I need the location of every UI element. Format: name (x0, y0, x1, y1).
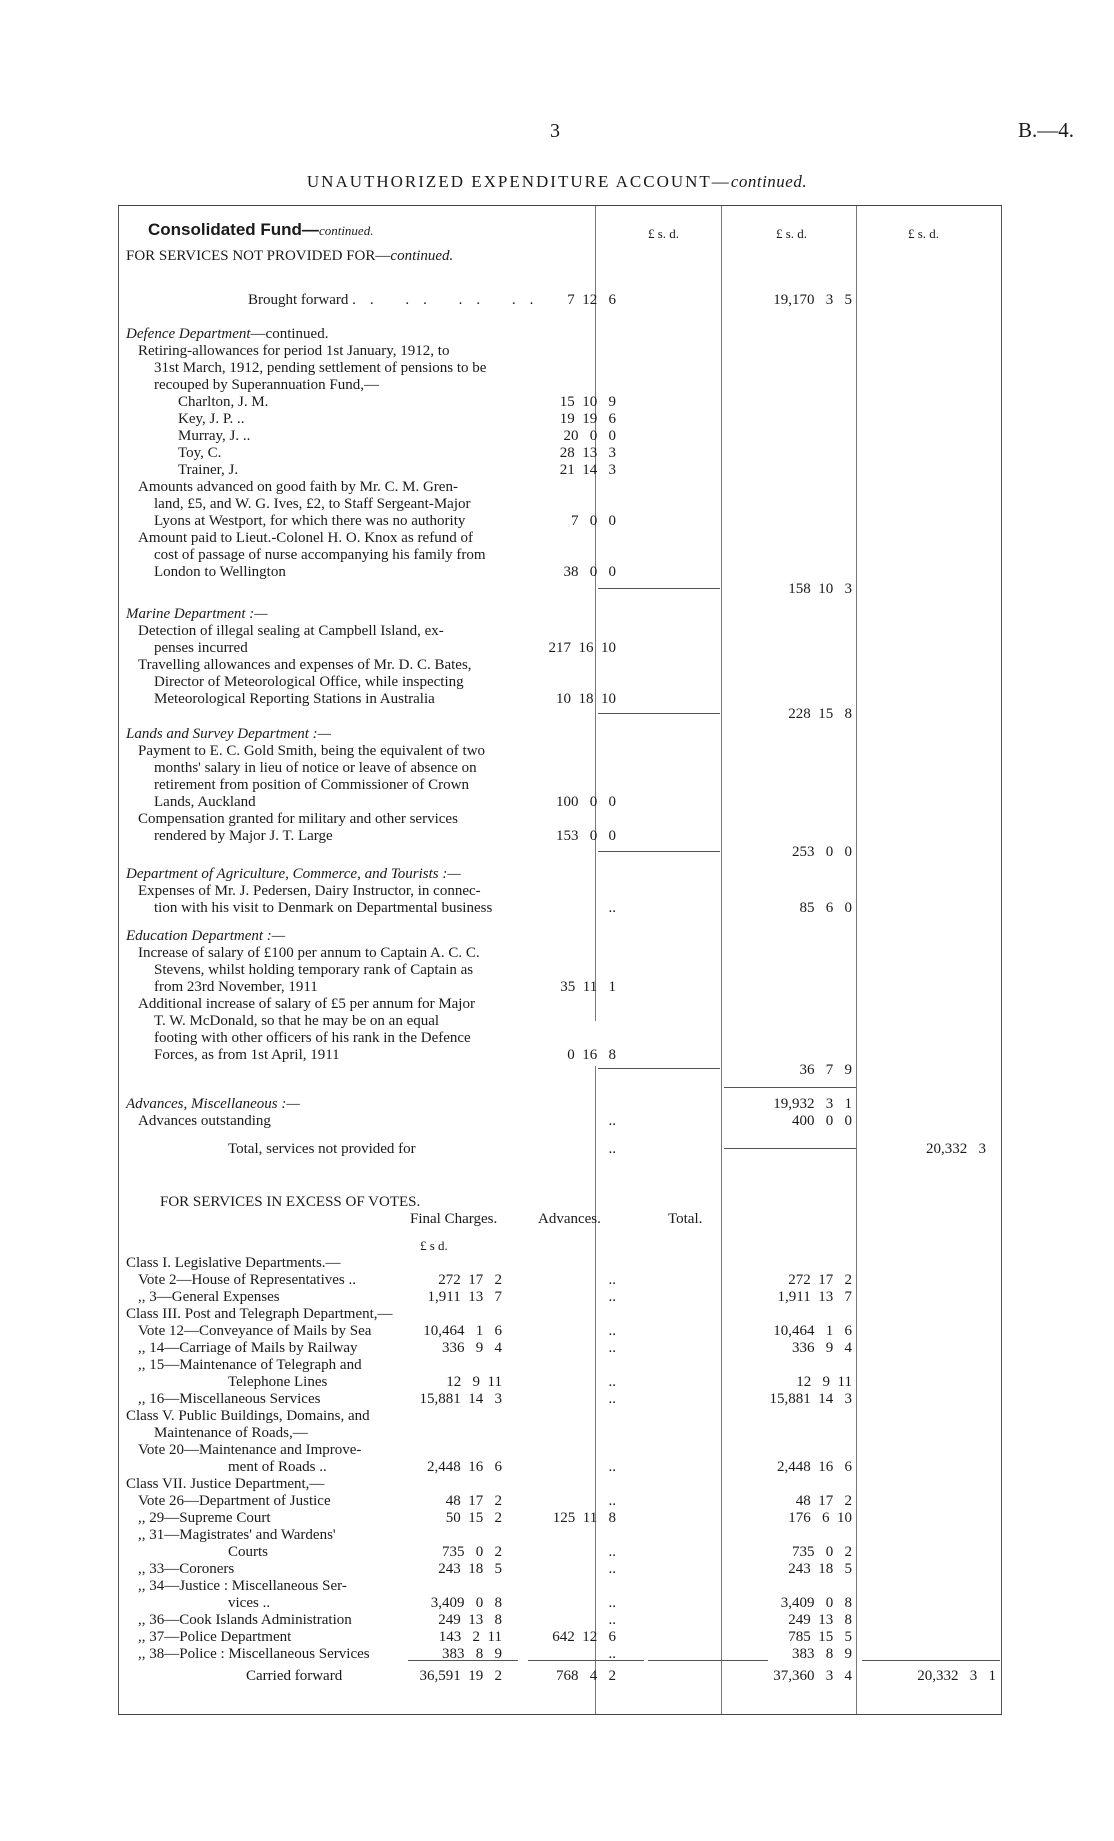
excess-row-adv: .. (608, 1272, 616, 1288)
defence-person-name: Toy, C. (178, 445, 222, 461)
excess-row-fc: 336 9 4 (442, 1340, 502, 1356)
excess-row-tot: 785 15 5 (788, 1629, 852, 1645)
defence-rule (598, 588, 720, 589)
advances-label: Advances outstanding (138, 1113, 271, 1129)
excess-row-fc: 383 8 9 (442, 1646, 502, 1662)
total-rule (724, 1148, 856, 1149)
marine-bates-0: Travelling allowances and expenses of Mr. D. C. Bates, (138, 657, 472, 673)
document-reference: B.—4. (1017, 118, 1074, 142)
excess-row-label: Class III. Post and Telegraph Department,— (126, 1306, 393, 1322)
excess-row-adv: 125 11 8 (552, 1510, 616, 1526)
knox-amount: 38 0 0 (563, 564, 616, 580)
excess-row-label: Class I. Legislative Departments.— (126, 1255, 341, 1271)
grenland-amount: 7 0 0 (571, 513, 616, 529)
col1-lsd-head: £ s. d. (648, 226, 680, 241)
excess-row-adv: .. (608, 1391, 616, 1407)
carried-forward-label: Carried forward (246, 1668, 343, 1684)
account-title-main: UNAUTHORIZED EXPENDITURE ACCOUNT— (306, 172, 731, 191)
defence-title-cont: —continued. (250, 326, 329, 342)
excess-row-label: ,, 36—Cook Islands Administration (138, 1612, 352, 1628)
defence-total: 158 10 3 (788, 581, 852, 597)
excess-row-label: Vote 2—House of Representatives .. (138, 1272, 357, 1288)
excess-row-fc: 15,881 14 3 (419, 1391, 502, 1407)
account-table (118, 205, 1002, 1715)
excess-row-label: Telephone Lines (228, 1374, 328, 1390)
excess-row-tot: 10,464 1 6 (773, 1323, 852, 1339)
education-total: 36 7 9 (799, 1062, 852, 1078)
excess-row-fc: 735 0 2 (442, 1544, 502, 1560)
defence-person-amount: 19 19 6 (559, 411, 616, 427)
excess-row-adv: .. (608, 1340, 616, 1356)
excess-row-tot: 1,911 13 7 (777, 1289, 852, 1305)
excess-row-label: ,, 16—Miscellaneous Services (138, 1391, 321, 1407)
marine-sealing-1: penses incurred (154, 640, 248, 656)
carried-forward-adv: 768 4 2 (556, 1668, 616, 1684)
excess-row-label: ,, 34—Justice : Miscellaneous Ser- (138, 1578, 347, 1594)
excess-row-label: ,, 3—General Expenses (138, 1289, 280, 1305)
brought-forward-text: Brought forward (248, 292, 349, 308)
excess-row-label: ,, 15—Maintenance of Telegraph and (138, 1357, 362, 1373)
excess-row-tot: 176 6 10 (788, 1510, 852, 1526)
table-left-border (118, 206, 119, 1714)
defence-person-amount: 20 0 0 (563, 428, 616, 444)
col2-lsd-head: £ s. d. (776, 226, 808, 241)
not-provided-total-col1: .. (608, 1141, 616, 1157)
excess-row-fc: 249 13 8 (438, 1612, 502, 1628)
excess-row-tot: 2,448 16 6 (777, 1459, 852, 1475)
excess-row-tot: 12 9 11 (796, 1374, 852, 1390)
excess-row-fc: 143 2 11 (438, 1629, 502, 1645)
excess-row-tot: 336 9 4 (792, 1340, 852, 1356)
excess-row-label: ment of Roads .. (228, 1459, 327, 1475)
excess-row-tot: 243 18 5 (788, 1561, 852, 1577)
excess-row-adv: .. (608, 1544, 616, 1560)
excess-row-label: Vote 26—Department of Justice (138, 1493, 331, 1509)
brought-forward-label: Brought forward .. .. .. .. (248, 292, 548, 308)
excess-row-label: Class VII. Justice Department,— (126, 1476, 325, 1492)
not-provided-total-label: Total, services not provided for (228, 1141, 416, 1157)
lands-title: Lands and Survey Department :— (126, 726, 331, 742)
excess-row-tot: 249 13 8 (788, 1612, 852, 1628)
marine-total: 228 15 8 (788, 706, 852, 722)
carried-rule-adv (528, 1660, 644, 1661)
excess-row-tot: 15,881 14 3 (769, 1391, 852, 1407)
marine-bates-amount: 10 18 10 (556, 691, 616, 707)
account-title-cont: continued. (730, 172, 808, 191)
account-title (0, 172, 1114, 192)
agriculture-col1: .. (608, 900, 616, 916)
excess-row-label: Vote 12—Conveyance of Mails by Sea (138, 1323, 372, 1339)
fund-name: Consolidated Fund— (148, 220, 319, 239)
marine-sealing-amount: 217 16 10 (548, 640, 616, 656)
excess-col-total: Total. (668, 1211, 703, 1227)
defence-person-amount: 21 14 3 (559, 462, 616, 478)
excess-heading: FOR SERVICES IN EXCESS OF VOTES. (160, 1194, 421, 1210)
excess-row-adv: .. (608, 1374, 616, 1390)
marine-bates-1: Director of Meteorological Office, while inspecting (154, 674, 464, 690)
defence-person-amount: 28 13 3 (559, 445, 616, 461)
lands-large-0: Compensation granted for military and other services (138, 811, 458, 827)
defence-person-name: Murray, J. .. (178, 428, 251, 444)
advances-col1: .. (608, 1113, 616, 1129)
marine-rule (598, 713, 720, 714)
excess-row-label: ,, 38—Police : Miscellaneous Services (138, 1646, 370, 1662)
lands-total: 253 0 0 (792, 844, 852, 860)
education-stevens-0: Increase of salary of £100 per annum to Captain A. C. C. (138, 945, 480, 961)
education-stevens-2: from 23rd November, 1911 (154, 979, 318, 995)
fund-name-cont: continued. (318, 223, 374, 238)
education-stevens-1: Stevens, whilst holding temporary rank of Captain as (154, 962, 474, 978)
lands-smith-2: retirement from position of Commissioner of Crown (154, 777, 469, 793)
marine-sealing-0: Detection of illegal sealing at Campbell Island, ex- (138, 623, 444, 639)
lands-smith-0: Payment to E. C. Gold Smith, being the equivalent of two (138, 743, 486, 759)
excess-row-tot: 48 17 2 (795, 1493, 852, 1509)
education-mcdonald-3: Forces, as from 1st April, 1911 (154, 1047, 340, 1063)
advances-title: Advances, Miscellaneous :— (126, 1096, 300, 1112)
marine-title: Marine Department :— (126, 606, 268, 622)
grenland-line-1: land, £5, and W. G. Ives, £2, to Staff Sergeant-Major (154, 496, 471, 512)
column-divider-1b (595, 1066, 596, 1714)
grenland-line-2: Lyons at Westport, for which there was no authority (154, 513, 466, 529)
agriculture-line-1: tion with his visit to Denmark on Departmental business (154, 900, 493, 916)
excess-row-fc: 3,409 0 8 (430, 1595, 502, 1611)
knox-line-0: Amount paid to Lieut.-Colonel H. O. Knox as refund of (138, 530, 473, 546)
excess-row-tot: 383 8 9 (792, 1646, 852, 1662)
excess-row-fc: 10,464 1 6 (423, 1323, 502, 1339)
not-provided-heading (126, 248, 453, 265)
lands-smith-amount: 100 0 0 (556, 794, 616, 810)
carried-rule-col3 (862, 1660, 1000, 1661)
excess-row-adv: .. (608, 1646, 616, 1662)
agriculture-title: Department of Agriculture, Commerce, and Tourists :— (126, 866, 461, 882)
education-stevens-amount: 35 11 1 (560, 979, 616, 995)
knox-line-1: cost of passage of nurse accompanying his family from (154, 547, 486, 563)
defence-line-0: Retiring-allowances for period 1st January, 1912, to (138, 343, 450, 359)
excess-row-fc: 50 15 2 (445, 1510, 502, 1526)
advances-subtotal-rule (724, 1087, 856, 1088)
brought-forward-col2: 19,170 3 5 (773, 292, 852, 308)
excess-row-label: ,, 29—Supreme Court (138, 1510, 271, 1526)
excess-row-fc: 2,448 16 6 (427, 1459, 502, 1475)
defence-person-name: Charlton, J. M. (178, 394, 269, 410)
excess-row-tot: 272 17 2 (788, 1272, 852, 1288)
excess-row-adv: .. (608, 1561, 616, 1577)
excess-row-adv: .. (608, 1459, 616, 1475)
excess-row-adv: .. (608, 1612, 616, 1628)
defence-person-name: Trainer, J. (178, 462, 239, 478)
column-divider-1a (595, 206, 596, 1021)
education-mcdonald-amount: 0 16 8 (567, 1047, 616, 1063)
education-rule (598, 1068, 720, 1069)
carried-forward-tot: 37,360 3 4 (773, 1668, 852, 1684)
brought-forward-col1: 7 12 6 (567, 292, 616, 308)
carried-forward-col3: 20,332 3 1 (917, 1668, 996, 1684)
not-provided-heading-text: FOR SERVICES NOT PROVIDED FOR— (126, 248, 391, 264)
page-number: 3 (550, 120, 560, 142)
grenland-line-0: Amounts advanced on good faith by Mr. C. M. Gren- (138, 479, 458, 495)
excess-row-adv: 642 12 6 (552, 1629, 616, 1645)
agriculture-total: 85 6 0 (799, 900, 852, 916)
carried-rule-fc (408, 1660, 518, 1661)
excess-row-label: Maintenance of Roads,— (154, 1425, 308, 1441)
agriculture-line-0: Expenses of Mr. J. Pedersen, Dairy Instructor, in connec- (138, 883, 481, 899)
excess-row-fc: 1,911 13 7 (427, 1289, 502, 1305)
lands-smith-3: Lands, Auckland (154, 794, 256, 810)
excess-row-fc: 272 17 2 (438, 1272, 502, 1288)
excess-row-tot: 3,409 0 8 (780, 1595, 852, 1611)
education-mcdonald-1: T. W. McDonald, so that he may be on an equal (154, 1013, 440, 1029)
lands-large-1: rendered by Major J. T. Large (154, 828, 333, 844)
lands-smith-1: months' salary in lieu of notice or leave of absence on (154, 760, 477, 776)
excess-row-adv: .. (608, 1493, 616, 1509)
defence-line-2: recouped by Superannuation Fund,— (154, 377, 379, 393)
fund-heading (148, 221, 373, 240)
lands-large-amount: 153 0 0 (556, 828, 616, 844)
advances-subtotal: 19,932 3 1 (773, 1096, 852, 1112)
excess-row-label: vices .. (228, 1595, 271, 1611)
defence-title (126, 326, 328, 343)
excess-row-fc: 48 17 2 (445, 1493, 502, 1509)
excess-row-label: Vote 20—Maintenance and Improve- (138, 1442, 362, 1458)
excess-row-label: ,, 33—Coroners (138, 1561, 235, 1577)
defence-person-amount: 15 10 9 (559, 394, 616, 410)
column-divider-2 (721, 206, 722, 1714)
education-mcdonald-0: Additional increase of salary of £5 per annum for Major (138, 996, 475, 1012)
excess-row-adv: .. (608, 1289, 616, 1305)
defence-person-name: Key, J. P. .. (178, 411, 245, 427)
excess-row-fc: 243 18 5 (438, 1561, 502, 1577)
education-mcdonald-2: footing with other officers of his rank in the Defence (154, 1030, 471, 1046)
excess-row-label: ,, 14—Carriage of Mails by Railway (138, 1340, 358, 1356)
excess-row-adv: .. (608, 1323, 616, 1339)
education-title: Education Department :— (126, 928, 286, 944)
not-provided-total-col3: 20,332 3 (926, 1141, 986, 1157)
excess-col-final-charges: Final Charges. (410, 1211, 498, 1227)
column-divider-3 (856, 206, 857, 1714)
table-right-border (1001, 206, 1002, 1714)
not-provided-heading-cont: continued. (390, 248, 454, 264)
excess-row-tot: 735 0 2 (792, 1544, 852, 1560)
excess-row-label: Courts (228, 1544, 269, 1560)
excess-row-adv: .. (608, 1595, 616, 1611)
excess-lsd-head: £ s d. (420, 1238, 448, 1253)
excess-row-label: Class V. Public Buildings, Domains, and (126, 1408, 370, 1424)
excess-col-advances: Advances. (538, 1211, 601, 1227)
carried-rule-tot (648, 1660, 768, 1661)
col3-lsd-head: £ s. d. (908, 226, 940, 241)
knox-line-2: London to Wellington (154, 564, 286, 580)
marine-bates-2: Meteorological Reporting Stations in Australia (154, 691, 435, 707)
defence-title-text: Defence Department (126, 326, 251, 342)
carried-forward-fc: 36,591 19 2 (419, 1668, 502, 1684)
excess-row-fc: 12 9 11 (446, 1374, 502, 1390)
advances-amount: 400 0 0 (792, 1113, 852, 1129)
excess-row-label: ,, 37—Police Department (138, 1629, 292, 1645)
defence-line-1: 31st March, 1912, pending settlement of pensions to be (154, 360, 487, 376)
lands-rule (598, 851, 720, 852)
excess-row-label: ,, 31—Magistrates' and Wardens' (138, 1527, 336, 1543)
